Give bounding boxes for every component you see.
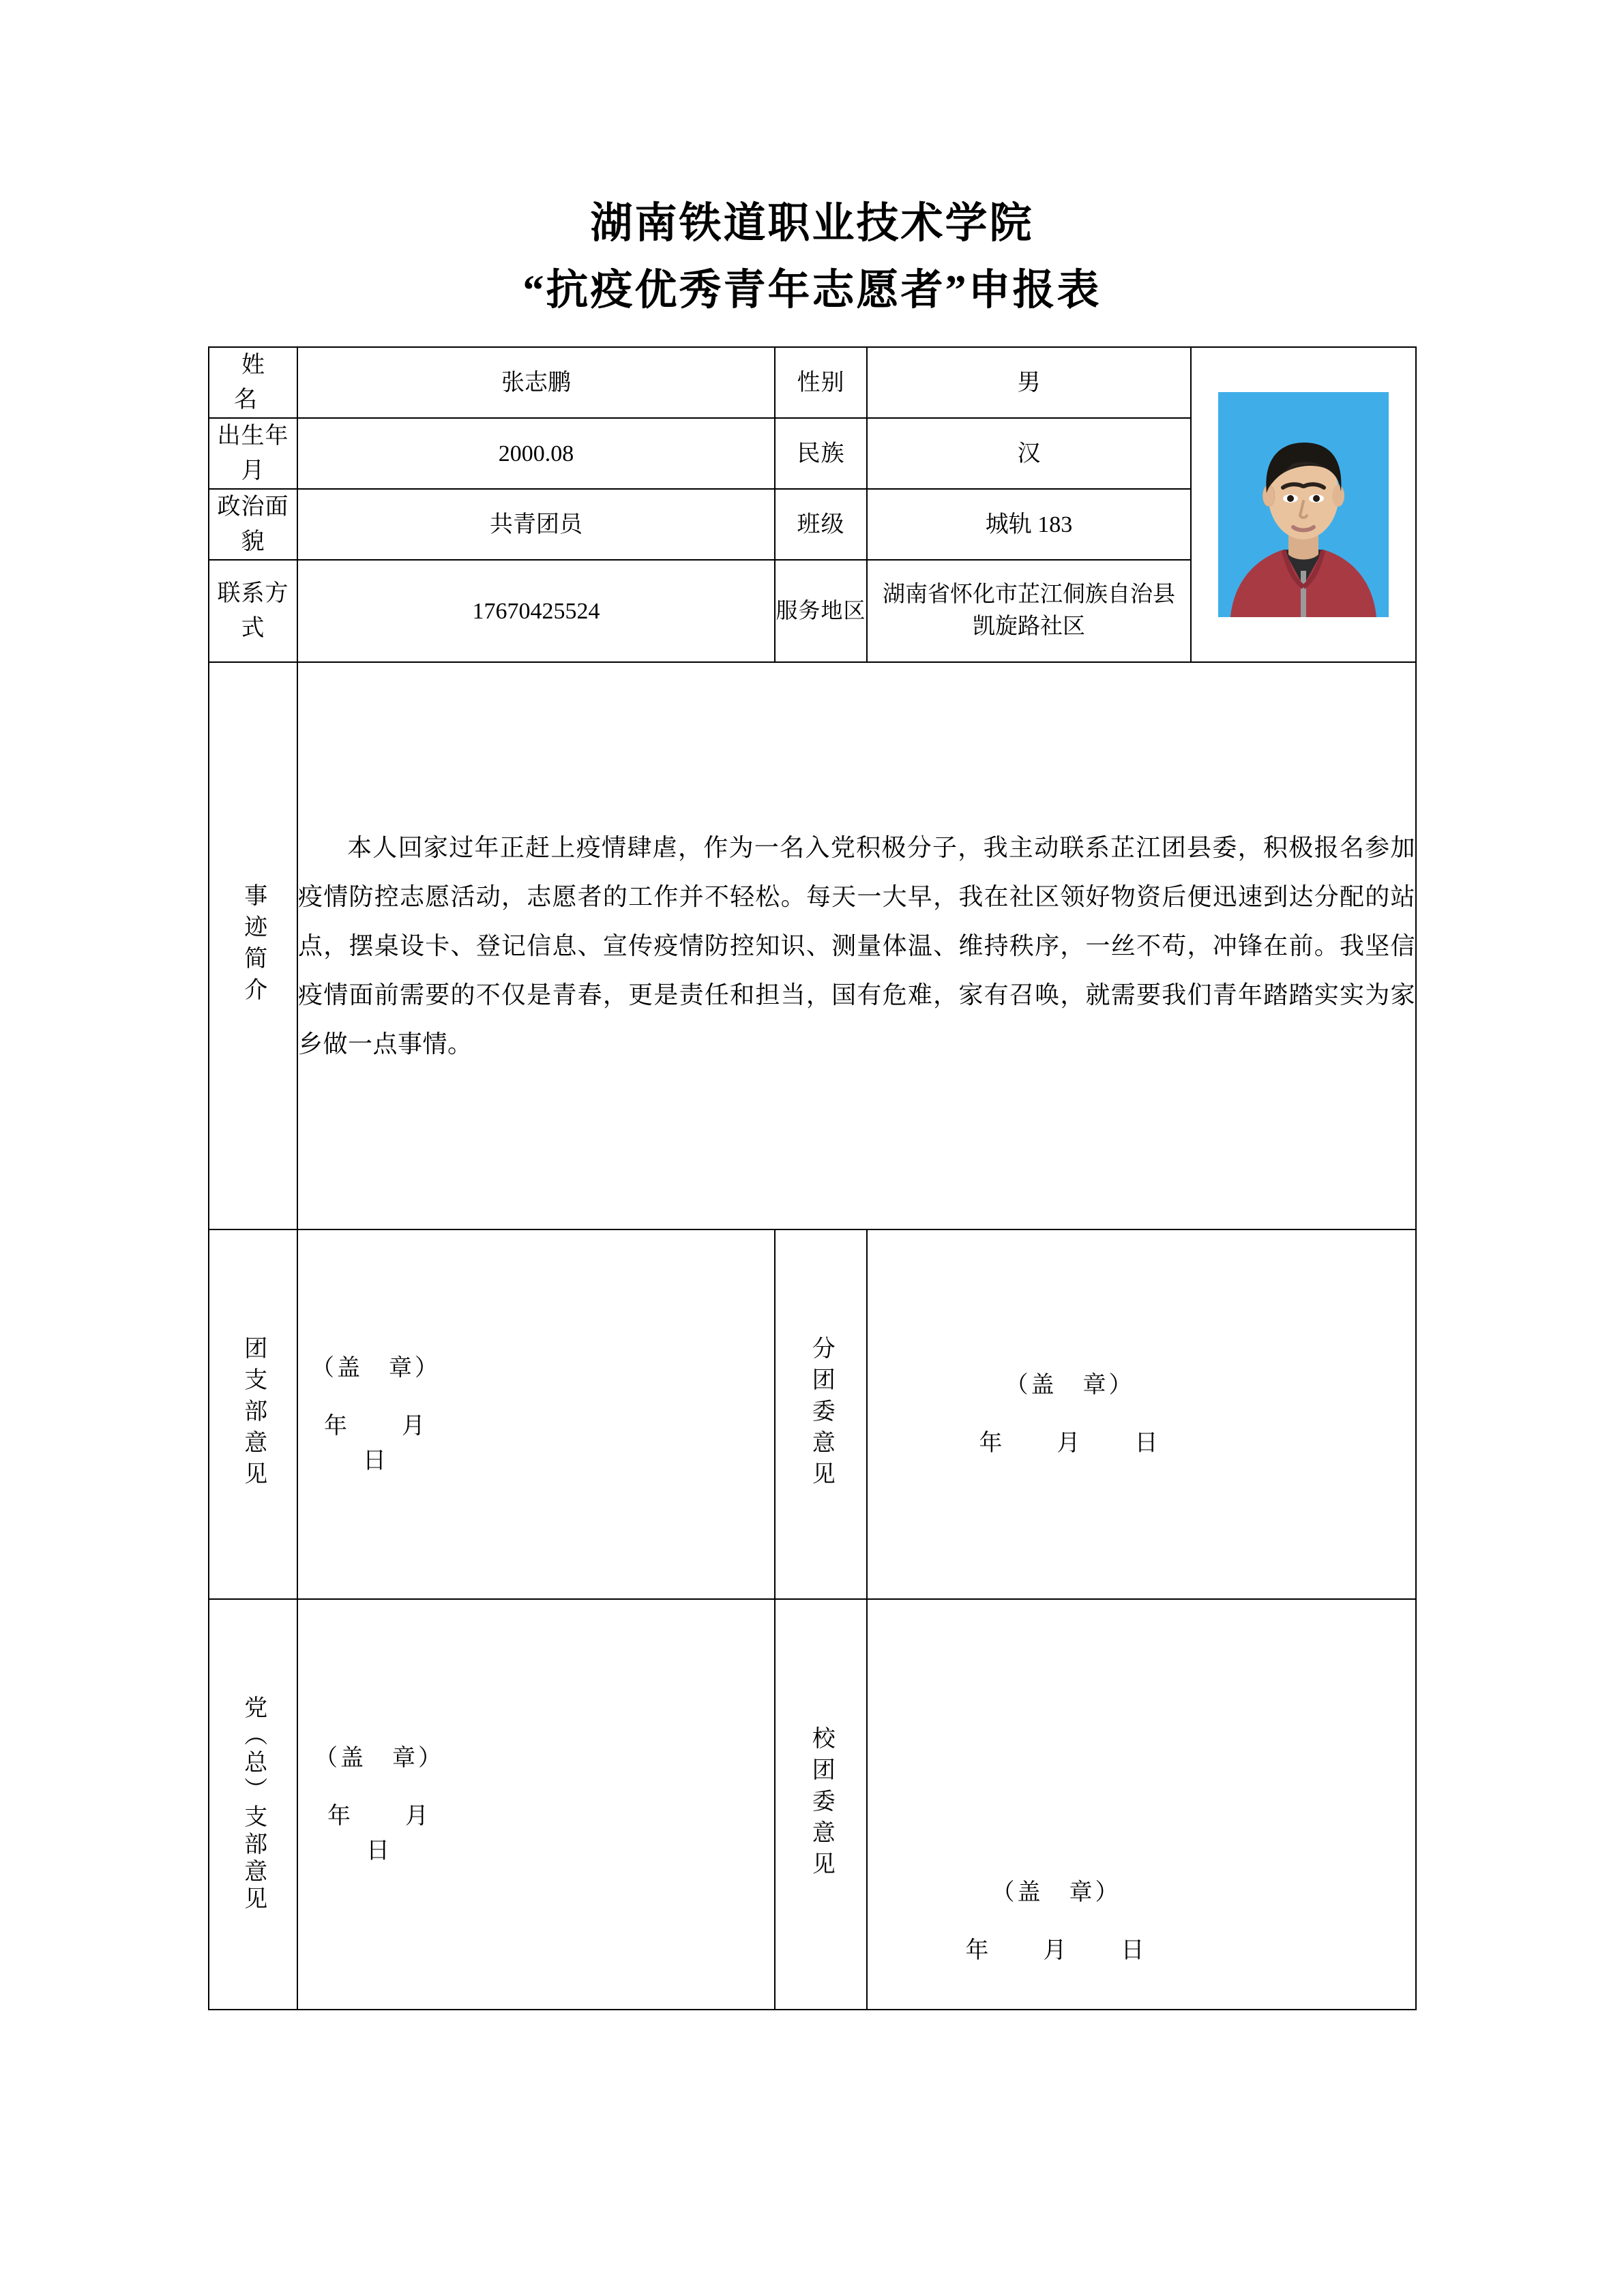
school-league-seal: （盖 章） <box>991 1880 1121 1905</box>
value-contact: 17670425524 <box>297 560 775 662</box>
label-party-branch-opinion: 党（总）支部意见 <box>240 1695 266 1913</box>
league-branch-seal: （盖 章） <box>311 1355 441 1381</box>
title-line-form-name: “抗疫优秀青年志愿者”申报表 <box>522 267 1102 314</box>
label-deeds-cell <box>209 662 297 1229</box>
label-ethnicity: 民族 <box>775 418 867 489</box>
party-branch-opinion-cell[interactable] <box>297 1599 775 2010</box>
label-school-league-cell <box>775 1599 867 2010</box>
party-branch-seal: （盖 章） <box>314 1745 444 1771</box>
portrait-illustration <box>1218 392 1389 617</box>
value-name: 张志鹏 <box>297 347 775 418</box>
value-gender: 男 <box>867 347 1191 418</box>
league-branch-opinion-cell[interactable] <box>297 1229 775 1599</box>
label-sub-league-cell <box>775 1229 867 1599</box>
table-row-deeds <box>209 662 1416 1229</box>
value-political-status: 共青团员 <box>297 489 775 560</box>
sub-league-seal: （盖 章） <box>1005 1373 1135 1398</box>
deeds-content-cell <box>297 662 1416 1229</box>
applicant-photo <box>1191 347 1416 662</box>
label-class: 班级 <box>775 489 867 560</box>
label-party-branch-cell <box>209 1599 297 2010</box>
label-school-league-opinion: 校团委意见 <box>808 1726 834 1883</box>
sub-league-date: 年 月 日 <box>979 1431 1161 1456</box>
sub-league-opinion-cell[interactable] <box>867 1229 1416 1599</box>
label-deeds: 事迹简介 <box>240 883 266 1009</box>
value-class: 城轨 183 <box>867 489 1191 560</box>
label-contact: 联系方式 <box>209 560 297 662</box>
photo-frame <box>1218 392 1389 617</box>
label-name: 姓 名 <box>209 347 297 418</box>
label-service-area: 服务地区 <box>775 560 867 662</box>
label-sub-league-opinion: 分团委意见 <box>808 1336 834 1493</box>
table-row-opinions-1 <box>209 1229 1416 1599</box>
value-service-area: 湖南省怀化市芷江侗族自治县凯旋路社区 <box>867 560 1191 662</box>
label-political-status: 政治面貌 <box>209 489 297 560</box>
application-form-table <box>208 346 1417 2010</box>
title-line-institution: 湖南铁道职业技术学院 <box>590 200 1034 247</box>
party-branch-date: 年 月 日 <box>327 1803 483 1864</box>
league-branch-date: 年 月 日 <box>324 1413 479 1474</box>
school-league-date: 年 月 日 <box>965 1938 1147 1963</box>
school-league-opinion-cell[interactable] <box>867 1599 1416 2010</box>
value-birth-date: 2000.08 <box>297 418 775 489</box>
table-row-opinions-2 <box>209 1599 1416 2010</box>
label-gender: 性别 <box>775 347 867 418</box>
value-ethnicity: 汉 <box>867 418 1191 489</box>
label-league-branch-opinion: 团支部意见 <box>240 1336 266 1493</box>
label-league-branch-cell <box>209 1229 297 1599</box>
page-title <box>0 195 1624 320</box>
table-row-name <box>209 347 1416 418</box>
deeds-text: 本人回家过年正赶上疫情肆虐，作为一名入党积极分子，我主动联系芷江团县委，积极报名参加疫情防控志愿活动，志愿者的工作并不轻松。每天一大早，我在社区领好物资后便迅速到达分配的站点，摆桌设卡、登记信息、宣传疫情防控知识、测量体温、维持秩序，一丝不苟，冲锋在前。我坚信疫情面前需要的不仅是青春，更是责任和担当，国有危难，家有召唤，就需要我们青年踏踏实实为家乡做一点事情。 <box>298 834 1415 1058</box>
label-birth-date: 出生年月 <box>209 418 297 489</box>
